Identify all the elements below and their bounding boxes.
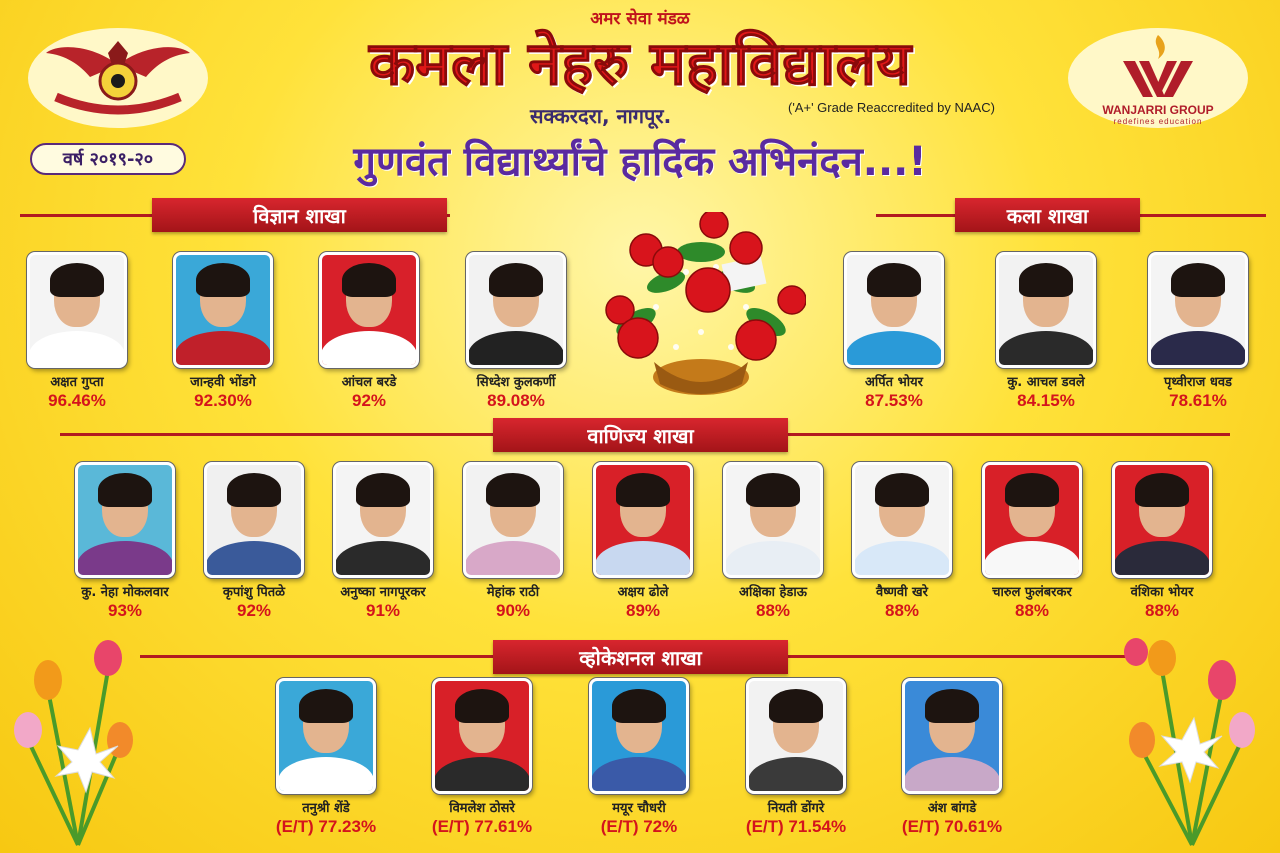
tulip-decoration-right — [1122, 630, 1262, 850]
student-photo — [333, 462, 433, 578]
student-name: पृथ्वीराज धवड — [1163, 375, 1233, 390]
student-photo — [75, 462, 175, 578]
student-photo — [844, 252, 944, 368]
student-score: 88% — [1144, 601, 1180, 620]
student-score: (E/T) 71.54% — [745, 817, 847, 836]
student-photo — [996, 252, 1096, 368]
student-score: 91% — [365, 601, 401, 620]
naac-grade: ('A+' Grade Reaccredited by NAAC) — [788, 100, 995, 115]
student-card — [824, 252, 964, 411]
student-card — [703, 462, 843, 621]
student-score: 92% — [351, 391, 387, 410]
student-name: वैष्णवी खरे — [876, 585, 928, 600]
student-score: (E/T) 70.61% — [901, 817, 1003, 836]
student-card — [184, 462, 324, 621]
student-card — [976, 252, 1116, 411]
academic-year-badge: वर्ष २०१९-२० — [30, 143, 186, 175]
student-photo — [27, 252, 127, 368]
congratulations-heading: गुणवंत विद्यार्थ्यांचे हार्दिक अभिनंदन...! — [353, 139, 927, 185]
student-name: विमलेश ठोसरे — [449, 801, 515, 816]
student-card — [1092, 462, 1232, 621]
student-card — [55, 462, 195, 621]
student-score: 88% — [755, 601, 791, 620]
tulip-decoration-left — [8, 630, 138, 850]
student-score: 93% — [107, 601, 143, 620]
student-name: अर्पित भोयर — [865, 375, 923, 390]
wanjarri-group-name: WANJARRI GROUP — [1102, 102, 1214, 117]
student-card — [299, 252, 439, 411]
student-name: मयूर चौधरी — [612, 801, 666, 816]
student-photo — [902, 678, 1002, 794]
organization-name: अमर सेवा मंडळ — [590, 9, 690, 29]
student-card — [446, 252, 586, 411]
student-photo — [1148, 252, 1248, 368]
college-location: सक्करदरा, नागपूर. — [530, 104, 672, 128]
college-title: कमला नेहरु महाविद्यालय — [369, 29, 911, 99]
student-score: 89% — [625, 601, 661, 620]
student-name: कृपांशु पितळे — [222, 585, 286, 600]
student-card — [1128, 252, 1268, 411]
student-name: तनुश्री शेंडे — [302, 801, 350, 816]
student-name: जान्हवी भोंडगे — [190, 375, 256, 390]
student-card — [7, 252, 147, 411]
student-card — [313, 462, 453, 621]
student-name: सिध्देश कुलकर्णी — [476, 375, 556, 390]
student-score: (E/T) 77.61% — [431, 817, 533, 836]
student-card — [443, 462, 583, 621]
student-name: अक्षत गुप्ता — [50, 375, 104, 390]
student-name: अक्षिका हेडाऊ — [739, 585, 807, 600]
student-photo — [852, 462, 952, 578]
student-name: अनुष्का नागपूरकर — [340, 585, 426, 600]
student-card — [569, 678, 709, 837]
student-card — [153, 252, 293, 411]
student-card — [832, 462, 972, 621]
arts-section-banner: कला शाखा — [955, 198, 1140, 232]
student-name: नियती डोंगरे — [767, 801, 825, 816]
student-photo — [746, 678, 846, 794]
student-photo — [589, 678, 689, 794]
student-score: 78.61% — [1169, 391, 1227, 410]
student-score: 88% — [884, 601, 920, 620]
student-card — [882, 678, 1022, 837]
science-section-banner: विज्ञान शाखा — [152, 198, 447, 232]
commerce-section-banner: वाणिज्य शाखा — [493, 418, 788, 452]
student-name: मेहांक राठी — [486, 585, 540, 600]
student-photo — [276, 678, 376, 794]
student-photo — [466, 252, 566, 368]
student-name: अंश बांगडे — [927, 801, 977, 816]
student-photo — [1112, 462, 1212, 578]
student-score: (E/T) 72% — [600, 817, 678, 836]
student-score: 89.08% — [487, 391, 545, 410]
student-name: वंशिका भोयर — [1130, 585, 1194, 600]
student-photo — [723, 462, 823, 578]
wanjarri-tagline: redefines education — [1113, 116, 1203, 126]
student-score: 84.15% — [1017, 391, 1075, 410]
student-score: 88% — [1014, 601, 1050, 620]
student-name: आंचल बरडे — [341, 375, 397, 390]
student-card — [412, 678, 552, 837]
student-name: चारुल फुलंबरकर — [992, 585, 1072, 600]
student-card — [256, 678, 396, 837]
rose-bouquet-image — [596, 212, 806, 402]
vocational-section-banner: व्होकेशनल शाखा — [493, 640, 788, 674]
student-score: 92% — [236, 601, 272, 620]
student-photo — [593, 462, 693, 578]
student-photo — [204, 462, 304, 578]
student-photo — [319, 252, 419, 368]
student-card — [573, 462, 713, 621]
student-score: 92.30% — [194, 391, 252, 410]
student-name: कु. नेहा मोकलवार — [81, 585, 169, 600]
student-photo — [432, 678, 532, 794]
student-card — [962, 462, 1102, 621]
student-photo — [463, 462, 563, 578]
student-score: 90% — [495, 601, 531, 620]
student-photo — [982, 462, 1082, 578]
student-score: 87.53% — [865, 391, 923, 410]
student-name: कु. आचल डवले — [1007, 375, 1085, 390]
student-score: (E/T) 77.23% — [275, 817, 377, 836]
student-card — [726, 678, 866, 837]
student-name: अक्षय ढोले — [617, 585, 669, 600]
student-score: 96.46% — [48, 391, 106, 410]
student-photo — [173, 252, 273, 368]
